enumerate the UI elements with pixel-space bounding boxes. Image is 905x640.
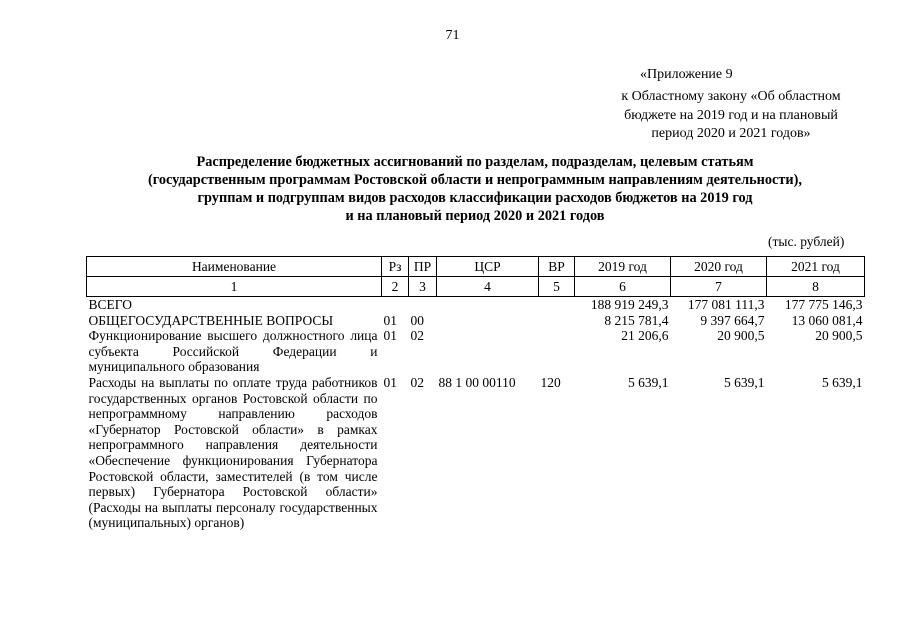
appendix-reference-line: период 2020 и 2021 годов»: [651, 126, 811, 141]
column-number: 6: [575, 277, 671, 297]
table-column-numbers-row: [87, 277, 865, 297]
row-pr: 00: [410, 312, 424, 328]
column-number: 4: [437, 277, 539, 297]
row-pr: 02: [410, 328, 424, 344]
row-amount-2021: 13 060 081,4: [791, 312, 863, 328]
column-number: 1: [87, 277, 382, 297]
document-title-line: (государственным программам Ростовской области и непрограммным направлениям деятельности),: [147, 172, 803, 188]
column-number: 2: [382, 277, 409, 297]
row-csr: [437, 328, 539, 375]
row-vr: [539, 297, 575, 313]
document-title-line: и на плановый период 2020 и 2021 годов: [345, 208, 605, 224]
row-amount-2021: 20 900,5: [815, 328, 863, 344]
page-number: 71: [445, 28, 460, 43]
header-2020: 2020 год: [671, 257, 767, 277]
appendix-reference-line: бюджете на 2019 год и на плановый: [624, 107, 838, 123]
row-amount-2021: 177 775 146,3: [784, 297, 863, 312]
column-number: 7: [671, 277, 767, 297]
row-amount-2020: 9 397 664,7: [700, 312, 765, 328]
row-amount-2020: 20 900,5: [717, 328, 765, 344]
appendix-reference: [586, 88, 876, 144]
row-vr: [539, 313, 575, 329]
header-pr: ПР: [409, 257, 437, 277]
header-2021: 2021 год: [767, 257, 865, 277]
column-number: 8: [767, 277, 865, 297]
row-rz: 01: [383, 328, 397, 344]
row-rz: 01: [383, 312, 397, 328]
header-2019: 2019 год: [575, 257, 671, 277]
row-csr: [437, 297, 539, 313]
row-amount-2019: 21 206,6: [621, 328, 669, 344]
row-amount-2019: 5 639,1: [628, 374, 669, 390]
row-pr: 02: [410, 374, 424, 390]
row-name: ОБЩЕГОСУДАРСТВЕННЫЕ ВОПРОСЫ: [88, 312, 334, 328]
appendix-title: «Приложение 9: [640, 67, 733, 82]
row-name: Функционирование высшего должностного лица субъекта Российской Федерации и муниципального образования: [88, 328, 378, 375]
table-row: [87, 328, 865, 375]
row-pr: [409, 297, 437, 313]
table-row: [87, 297, 865, 313]
document-title-line: Распределение бюджетных ассигнований по разделам, подразделам, целевым статьям: [196, 154, 754, 170]
document-title-line: группам и подгруппам видов расходов классификации расходов бюджетов на 2019 год: [197, 190, 753, 206]
header-name: Наименование: [87, 257, 382, 277]
table-row: [87, 375, 865, 531]
header-vr: ВР: [539, 257, 575, 277]
row-amount-2020: 5 639,1: [724, 374, 765, 390]
row-amount-2019: 188 919 249,3: [590, 297, 669, 312]
row-amount-2020: 177 081 111,3: [687, 297, 765, 312]
row-rz: [382, 297, 409, 313]
row-amount-2019: 8 215 781,4: [604, 312, 669, 328]
table-row: [87, 313, 865, 329]
row-name: Расходы на выплаты по оплате труда работников государственных органов Ростовской области по непрограммному направлению расходов «Губернатор Ростовской области» в рамках непрограммного направления деятельности «Обеспечение функционирования Губернатора Ростовской области, заместителей (в том числе первых) Губернатора Ростовской области» (Расходы на выплаты персоналу государственных (муниципальных) органов): [88, 374, 378, 531]
appendix-reference-line: к Областному закону «Об областном: [621, 89, 841, 104]
row-rz: 01: [383, 374, 397, 390]
document-title: [90, 153, 860, 225]
row-vr: 120: [540, 374, 561, 390]
row-vr: [539, 328, 575, 375]
header-csr: ЦСР: [437, 257, 539, 277]
table-header-row: [87, 257, 865, 277]
column-number: 3: [409, 277, 437, 297]
row-amount-2021: 5 639,1: [822, 374, 863, 390]
header-rz: Рз: [382, 257, 409, 277]
units-label: (тыс. рублей): [768, 234, 845, 249]
row-csr: [437, 313, 539, 329]
row-csr: 88 1 00 00110: [438, 374, 516, 390]
row-name: ВСЕГО: [88, 297, 132, 312]
budget-table: [86, 256, 865, 531]
column-number: 5: [539, 277, 575, 297]
